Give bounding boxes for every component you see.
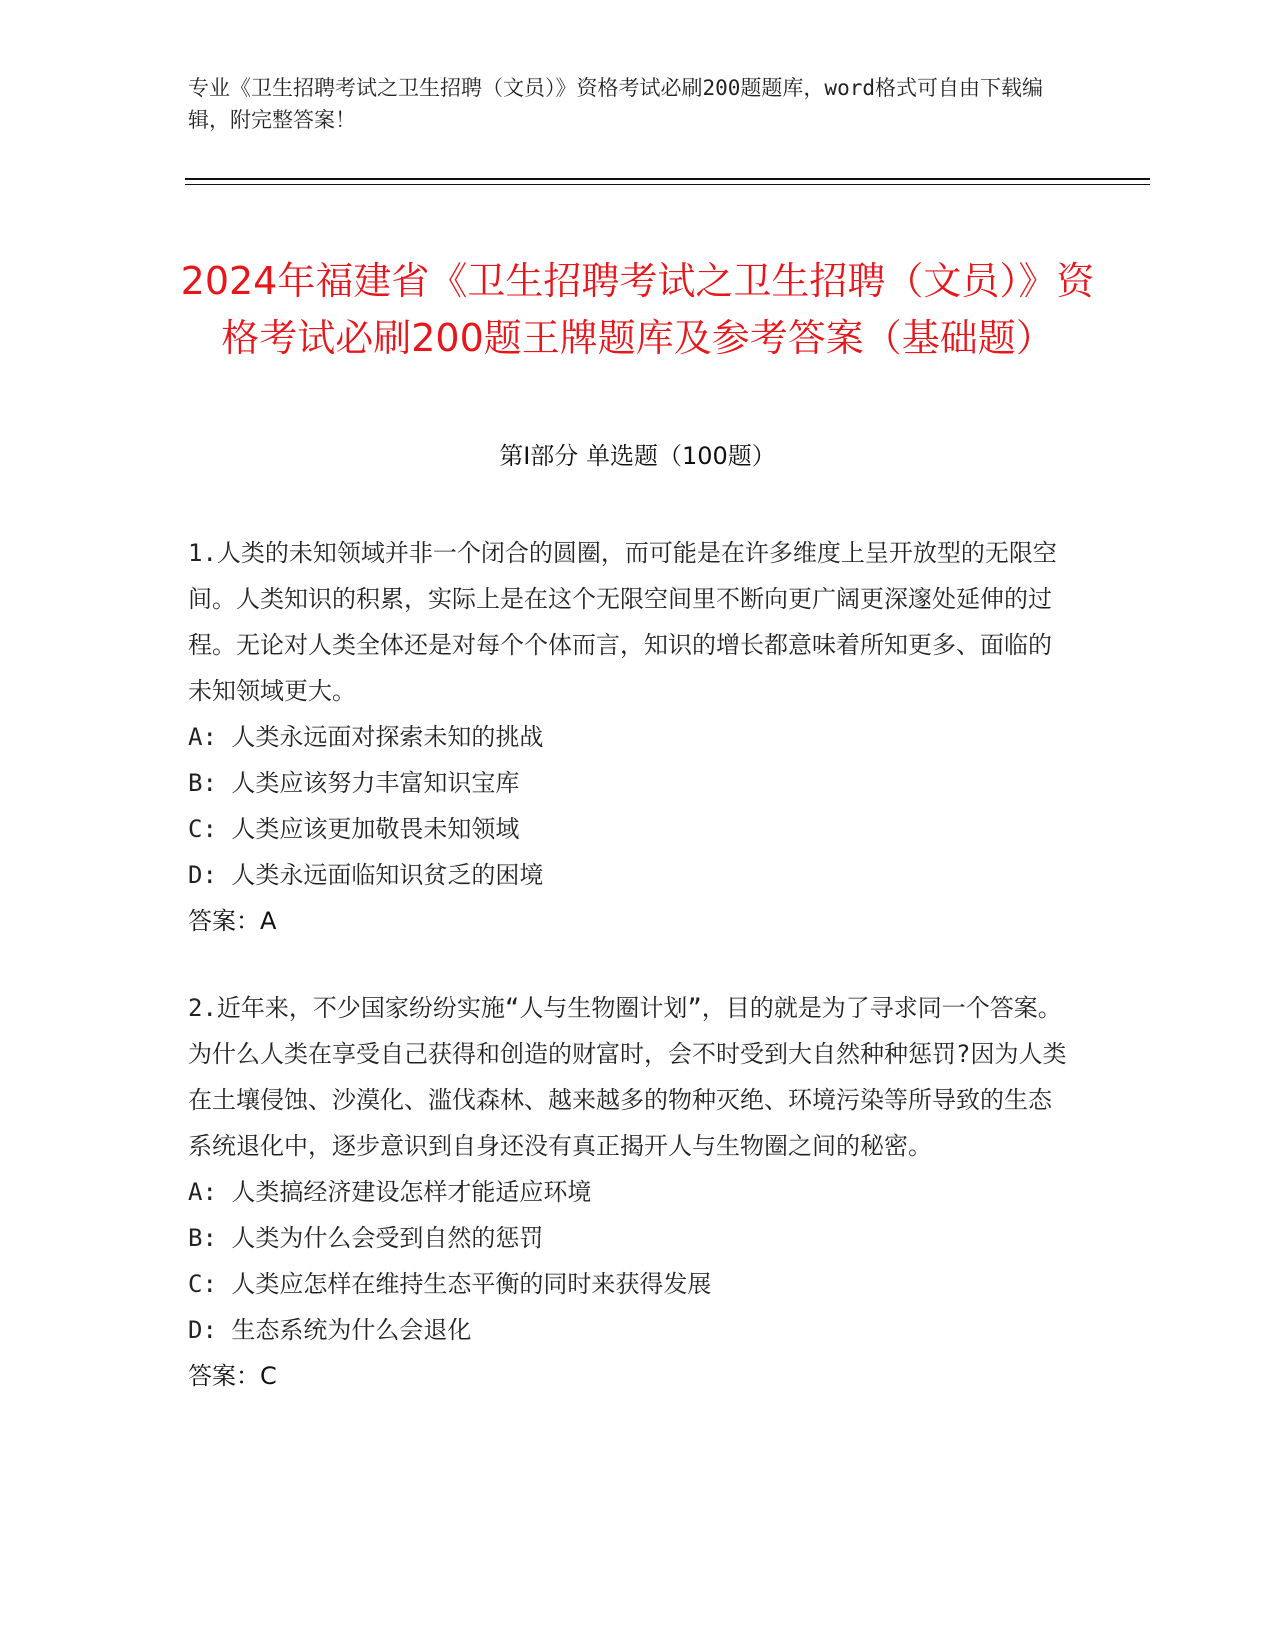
section-heading: 第Ⅰ部分 单选题（100题） [499, 442, 776, 470]
option-a: A: 人类永远面对探索未知的挑战 [188, 723, 544, 751]
option-b: B: 人类应该努力丰富知识宝库 [188, 769, 520, 797]
question-1 [188, 530, 1068, 944]
option-a: A: 人类搞经济建设怎样才能适应环境 [188, 1178, 592, 1206]
answer-line: 答案：A [188, 907, 277, 935]
header-note: 专业《卫生招聘考试之卫生招聘（文员）》资格考试必刷200题题库，word格式可自由下载编辑，附完整答案！ [188, 76, 1043, 132]
option-b: B: 人类为什么会受到自然的惩罚 [188, 1224, 544, 1252]
header-divider [185, 178, 1150, 180]
option-c: C: 人类应该更加敬畏未知领域 [188, 815, 520, 843]
option-d: D: 生态系统为什么会退化 [188, 1316, 472, 1344]
document-title: 2024年福建省《卫生招聘考试之卫生招聘（文员）》资格考试必刷200题王牌题库及参考答案（基础题） [180, 259, 1095, 361]
option-d: D: 人类永远面临知识贫乏的困境 [188, 861, 544, 889]
question-2 [188, 985, 1068, 1399]
header-divider-thin [185, 184, 1150, 185]
answer-line: 答案：C [188, 1362, 277, 1390]
question-stem: 2.近年来，不少国家纷纷实施“人与生物圈计划”，目的就是为了寻求同一个答案。为什么人类在享受自己获得和创造的财富时，会不时受到大自然种种惩罚?因为人类在土壤侵蚀、沙漠化、滥伐森林、越来越多的物种灭绝、环境污染等所导致的生态系统退化中，逐步意识到自身还没有真正揭开人与生物圈之间的秘密。 [188, 994, 1067, 1160]
option-c: C: 人类应怎样在维持生态平衡的同时来获得发展 [188, 1270, 712, 1298]
question-stem: 1.人类的未知领域并非一个闭合的圆圈，而可能是在许多维度上呈开放型的无限空间。人类知识的积累，实际上是在这个无限空间里不断向更广阔更深邃处延伸的过程。无论对人类全体还是对每个个体而言，知识的增长都意味着所知更多、面临的未知领域更大。 [188, 539, 1057, 705]
